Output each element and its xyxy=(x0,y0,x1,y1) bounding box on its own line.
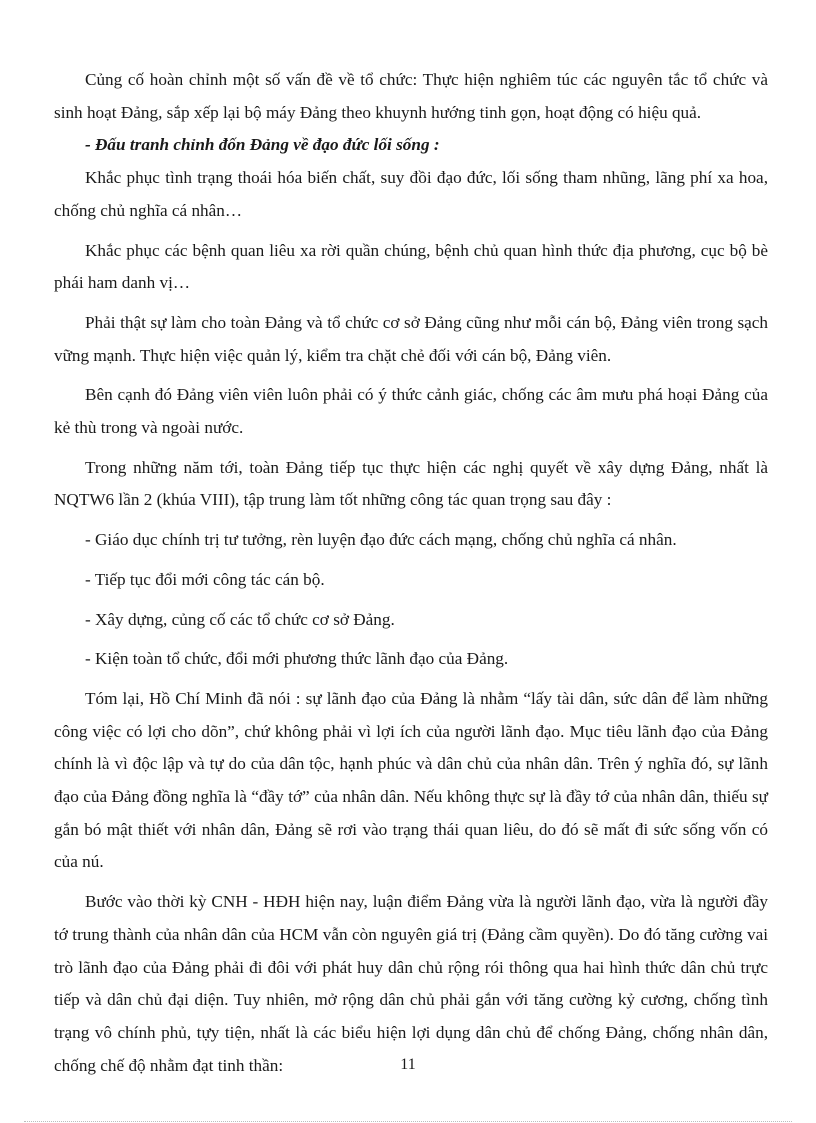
paragraph-conclusion: Tóm lại, Hồ Chí Minh đã nói : sự lãnh đạo của Đảng là nhằm “lấy tài dân, sức dân để làm những công việc có lợi cho dõn”, chứ không phải vì lợi ích của người lãnh đạo. Mục tiêu lãnh đạo của Đảng chính là vì độc lập và tự do của dân tộc, hạnh phúc và dân chủ của nhân dân. Trên ý nghĩa đó, sự lãnh đạo của Đảng đồng nghĩa là “đầy tớ” của nhân dân. Nếu không thực sự là đầy tớ của nhân dân, thiếu sự gắn bó mật thiết với nhân dân, Đảng sẽ rơi vào trạng thái quan liêu, do đó sẽ mất đi sức sống vốn có của nú. xyxy=(54,688,768,872)
section-heading-ethics: - Đấu tranh chỉnh đốn Đảng về đạo đức lối sống : xyxy=(85,135,440,155)
paragraph-bureaucracy: Khắc phục các bệnh quan liêu xa rời quần chúng, bệnh chủ quan hình thức địa phương, cục bộ bè phái ham danh vị… xyxy=(54,240,768,293)
list-item-education: - Giáo dục chính trị tư tưởng, rèn luyện đạo đức cách mạng, chống chủ nghĩa cá nhân. xyxy=(85,530,677,550)
document-page xyxy=(54,64,768,1089)
paragraph-vigilance: Bên cạnh đó Đảng viên viên luôn phải có ý thức cảnh giác, chống các âm mưu phá hoại Đảng của kẻ thù trong và ngoài nước. xyxy=(54,385,768,438)
list-item-leadership-method: - Kiện toàn tổ chức, đổi mới phương thức lãnh đạo của Đảng. xyxy=(85,649,509,669)
paragraph-industrialization: Bước vào thời kỳ CNH - HĐH hiện nay, luận điểm Đảng vừa là người lãnh đạo, vừa là người đầy tớ trung thành của nhân dân của HCM vẫn còn nguyên giá trị (Đảng cầm quyền). Do đó tăng cường vai trò lãnh đạo của Đảng phải đi đôi với phát huy dân chủ rộng rói thông qua hai hình thức dân chủ trực tiếp và dân chủ đại diện. Tuy nhiên, mở rộng dân chủ phải gắn với tăng cường kỷ cương, chống tình trạng vô chính phủ, tựy tiện, nhất là các biểu hiện lợi dụng dân chủ để chống Đảng, chống nhân dân, chống chế độ nhằm đạt tinh thần: xyxy=(54,892,768,1075)
page-number: 11 xyxy=(400,1056,416,1073)
footer-divider xyxy=(24,1121,792,1122)
list-item-cadre: - Tiếp tục đổi mới công tác cán bộ. xyxy=(85,569,325,589)
list-item-grassroots: - Xây dựng, củng cố các tổ chức cơ sở Đảng. xyxy=(85,609,395,629)
paragraph-organization: Củng cố hoàn chỉnh một số vấn đề về tổ chức: Thực hiện nghiêm túc các nguyên tắc tổ chức và sinh hoạt Đảng, sắp xếp lại bộ máy Đảng theo khuynh hướng tinh gọn, hoạt động có hiệu quả. xyxy=(54,70,768,122)
paragraph-clean-party: Phải thật sự làm cho toàn Đảng và tổ chức cơ sở Đảng cũng như mỗi cán bộ, Đảng viên trong sạch vững mạnh. Thực hiện việc quản lý, kiểm tra chặt chẻ đối với cán bộ, Đảng viên. xyxy=(54,312,768,365)
paragraph-resolutions: Trong những năm tới, toàn Đảng tiếp tục thực hiện các nghị quyết về xây dựng Đảng, nhất là NQTW6 lần 2 (khúa VIII), tập trung làm tốt những công tác quan trọng sau đây : xyxy=(54,457,768,510)
paragraph-degeneration: Khắc phục tình trạng thoái hóa biến chất, suy đồi đạo đức, lối sống tham nhũng, lãng phí xa hoa, chống chủ nghĩa cá nhân… xyxy=(54,168,768,220)
